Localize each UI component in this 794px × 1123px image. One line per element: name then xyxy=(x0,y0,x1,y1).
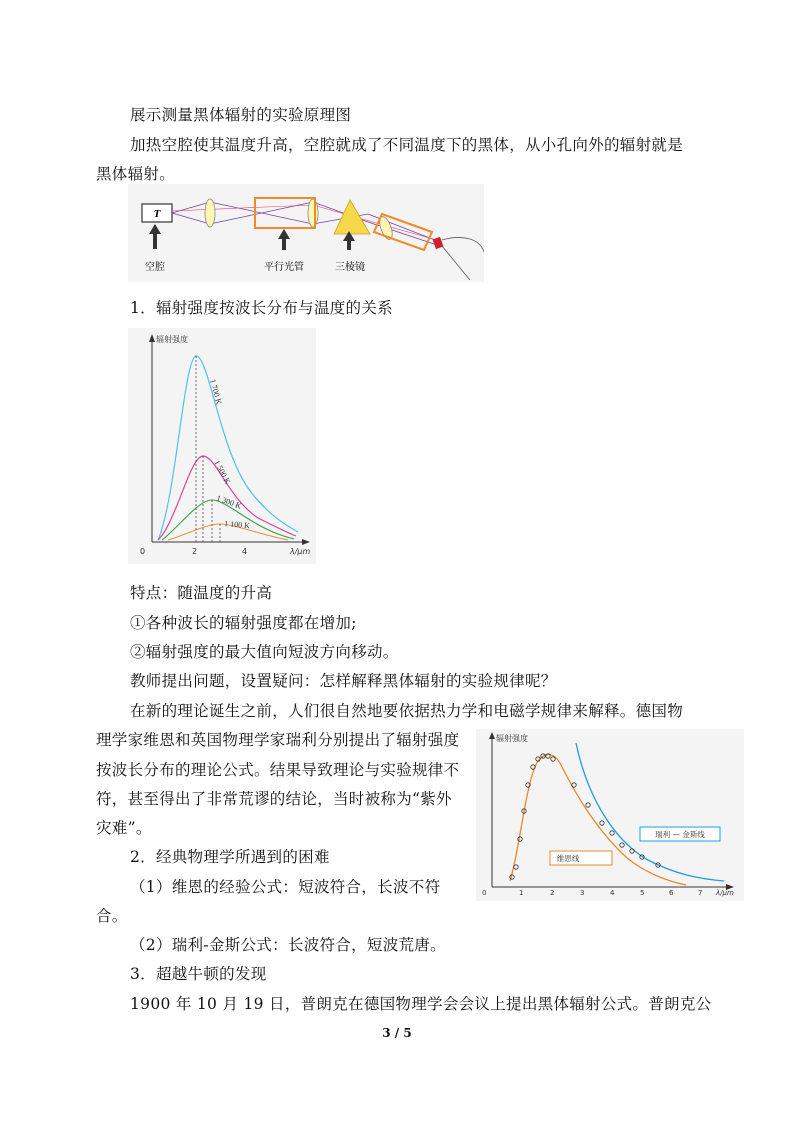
radiation-curves-chart xyxy=(128,328,316,564)
curve-label-1300k: 1 300 K xyxy=(215,493,243,511)
text-line: 加热空腔使其温度升高，空腔就成了不同温度下的黑体，从小孔向外的辐射就是 xyxy=(130,136,684,154)
page-number: 3 / 5 xyxy=(382,1026,412,1040)
origin-label: 0 xyxy=(140,547,146,556)
text-line: 特点：随温度的升高 xyxy=(130,584,273,602)
lens-icon xyxy=(205,199,215,227)
x-axis-label: λ/μm xyxy=(716,889,734,897)
rayleigh-label: 瑞利 — 金斯线 xyxy=(655,830,705,839)
wien-rayleigh-chart xyxy=(476,729,744,901)
label-cavity: 空腔 xyxy=(145,262,165,273)
text-line: 在新的理论诞生之前，人们很自然地要依据热力学和电磁学规律来解释。德国物 xyxy=(130,702,684,720)
apparatus-diagram xyxy=(128,184,484,282)
x-tick-2: 2 xyxy=(550,889,555,897)
x-tick-4: 4 xyxy=(242,547,248,556)
y-axis-label: 辐射强度 xyxy=(156,335,188,344)
text-line: 2．经典物理学所遇到的困难 xyxy=(130,848,330,866)
text-line: ①各种波长的辐射强度都在增加; xyxy=(130,614,357,632)
text-line: 合。 xyxy=(96,907,128,925)
x-tick-4: 4 xyxy=(610,889,615,897)
curve-label-1500k: 1 500 K xyxy=(212,458,233,486)
text-line: 1．辐射强度按波长分布与温度的关系 xyxy=(130,299,393,317)
x-tick-2: 2 xyxy=(192,547,198,556)
x-tick-6: 6 xyxy=(669,889,674,897)
x-tick-5: 5 xyxy=(640,889,645,897)
text-line: 教师提出问题，设置疑问：怎样解释黑体辐射的实验规律呢？ xyxy=(130,672,557,690)
label-collimator: 平行光管 xyxy=(264,262,304,273)
text-line: （2）瑞利-金斯公式：长波符合，短波荒唐。 xyxy=(130,936,446,954)
text-line: 符，甚至得出了非常荒谬的结论，当时被称为“紫外 xyxy=(96,790,452,808)
text-line: 按波长分布的理论公式。结果导致理论与实验规律不 xyxy=(96,761,460,779)
curve-label-1100k: 1 100 K xyxy=(223,519,251,531)
text-line: ②辐射强度的最大值向短波方向移动。 xyxy=(130,643,399,661)
text-line: 理学家维恩和英国物理学家瑞利分别提出了辐射强度 xyxy=(96,731,460,749)
label-prism: 三棱镜 xyxy=(335,262,365,273)
curve-label-1700k: 1 700 K xyxy=(208,378,224,406)
text-line: 黑体辐射。 xyxy=(96,165,176,183)
x-tick-7: 7 xyxy=(698,889,703,897)
text-line: 1900 年 10 月 19 日，普朗克在德国物理学会会议上提出黑体辐射公式。普朗克公 xyxy=(130,995,712,1013)
x-axis-label: λ/μm xyxy=(290,547,311,556)
lens-icon xyxy=(308,199,318,227)
cavity-box-label: T xyxy=(153,208,161,220)
text-line: 灾难”。 xyxy=(96,819,152,837)
x-tick-3: 3 xyxy=(580,889,585,897)
text-line: （1）维恩的经验公式：短波符合，长波不符 xyxy=(130,878,441,896)
origin-label: 0 xyxy=(482,889,487,897)
text-line: 展示测量黑体辐射的实验原理图 xyxy=(130,106,352,124)
x-tick-1: 1 xyxy=(519,889,524,897)
y-axis-label: 辐射强度 xyxy=(496,734,528,743)
text-line: 3．超越牛顿的发现 xyxy=(130,965,267,983)
wien-label: 维恩线 xyxy=(556,854,580,863)
